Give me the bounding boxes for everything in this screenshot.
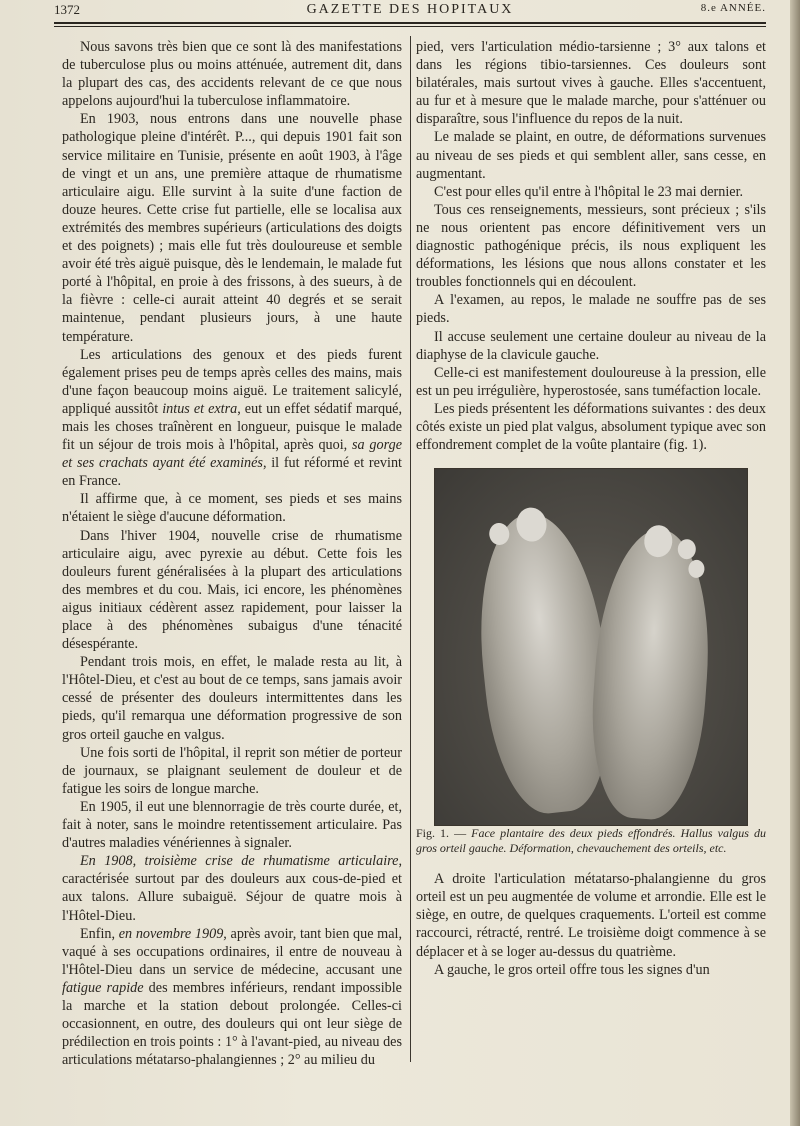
- page-spine-edge: [790, 0, 800, 1126]
- column-divider: [410, 36, 411, 1062]
- paragraph: En 1903, nous entrons dans une nouvelle phase pathologique pleine d'intérêt. P..., qui depuis 1901 fait son service militaire en Tunisie, présente en août 1903, à l'âge de vingt et un ans, une première attaque de rhumatisme articulaire aigu. Elle survint à la suite d'une faction de douze heures. Cette crise fut partielle, elle se localisa aux extrémités des membres supérieurs (articulations des doigts et des poignets) ; mais elle fut très douloureuse et semble avoir été très aiguë puisque, dès le lendemain, le malade fut porté à l'hôpital, en proie à des frissons, à des sueurs, à de la fièvre : celle-ci aurait atteint 40 degrés et se serait maintenue, pendant plusieurs jours, à une haute température.: [62, 111, 402, 345]
- paragraph: Dans l'hiver 1904, nouvelle crise de rhumatisme articulaire aigu, avec pyrexie au début. Cette fois les douleurs furent généralisées à la plupart des articulations des membres et du cou. Mais, ici encore, les phénomènes aigus initiaux cédèrent assez rapidement, pour laisser la place à des phénomènes subaigus d'une ténacité désespérante.: [62, 527, 402, 653]
- paragraph: Enfin, en novembre 1909, après avoir, tant bien que mal, vaqué à ses occupations ordinaires, il entre de nouveau à l'Hôtel-Dieu dans un service de médecine, accusant une fatigue rapide des membres inférieurs, rendant impossible la marche et la station debout prolongée. Celles-ci occasionnent, en outre, des douleurs qui ont leur siège de prédilection en trois points : 1° à l'avant-pied, au niveau des articulations métatarso-phalangiennes ; 2° au milieu du: [62, 925, 402, 1069]
- paragraph: Il affirme que, à ce moment, ses pieds et ses mains n'étaient le siège d'aucune déformation.: [62, 491, 402, 526]
- left-column: [62, 38, 402, 1069]
- paragraph: Une fois sorti de l'hôpital, il reprit son métier de porteur de journaux, se plaignant seulement de douleur et de fatigue les soirs de longue marche.: [62, 744, 402, 797]
- page-number: 1372: [54, 2, 80, 17]
- running-header: [54, 2, 766, 24]
- year-label: 8.e ANNÉE.: [700, 2, 766, 14]
- journal-title: GAZETTE DES HOPITAUX: [306, 2, 514, 17]
- paragraph: A gauche, le gros orteil offre tous les signes d'un: [434, 961, 710, 978]
- paragraph: Les pieds présentent les déformations suivantes : des deux côtés existe un pied plat valgus, absolument typique avec son effondrement complet de la voûte plantaire (fig. 1).: [416, 400, 766, 454]
- paragraph: A droite l'articulation métatarso-phalangienne du gros orteil est un peu augmentée de volume et arrondie. Elle est le siège, en outre, de quelques craquements. L'orteil est comme raccourci, rétracté, rentré. Le troisième doigt commence à se déplacer et à se loger au-dessus du quatrième.: [416, 871, 766, 960]
- paragraph: pied, vers l'articulation médio-tarsienne ; 3° aux talons et dans les régions tibio-tarsiennes. Ces douleurs sont bilatérales, mais surtout vives à gauche. Elles s'accentuent, au fur et à mesure que le malade marche, pour s'atténuer ou disparaître, sous l'influence du repos de la nuit.: [416, 39, 766, 128]
- header-rule-thick: [54, 22, 766, 24]
- paragraph: Le malade se plaint, en outre, de déformations survenues au niveau de ses pieds et qui semblent aller, sans cesse, en augmentant.: [416, 129, 766, 182]
- header-rule-thin: [54, 26, 766, 27]
- paragraph: C'est pour elles qu'il entre à l'hôpital le 23 mai dernier.: [434, 183, 744, 200]
- paragraph: Il accuse seulement une certaine douleur au niveau de la diaphyse de la clavicule gauche.: [416, 328, 766, 363]
- paragraph: A l'examen, au repos, le malade ne souffre pas de ses pieds.: [416, 292, 766, 327]
- paragraph: En 1905, il eut une blennorragie de très courte durée, et, fait à noter, sans le moindre retentissement articulaire. Pas d'autres maladies vénériennes à signaler.: [62, 798, 402, 852]
- paragraph: Les articulations des genoux et des pieds furent également prises peu de temps après celles des mains, mais d'une façon beaucoup moins aiguë. Le traitement salicylé, appliqué aussitôt intus et extra, eut un effet sédatif marqué, mais les choses traînèrent en longueur, puisque le malade fit un séjour de trois mois à l'hôpital, après quoi, sa gorge et ses crachats ayant été examinés, il fut réformé et revint en France.: [62, 346, 403, 490]
- figure-feet-photo: [434, 468, 748, 826]
- paragraph: Tous ces renseignements, messieurs, sont précieux ; s'ils ne nous orientent pas encore définitivement vers un diagnostic pathogénique précis, ils nous expliquent les déformations, les lésions que nous allons constater et les troubles fonctionnels qui en découlent.: [416, 201, 766, 291]
- paragraph: En 1908, troisième crise de rhumatisme articulaire, caractérisée surtout par des douleurs aux cous-de-pied et aux talons. Allure subaiguë. Séjour de quatre mois à l'Hôtel-Dieu.: [62, 853, 402, 924]
- right-column: [416, 38, 766, 979]
- paragraph: Celle-ci est manifestement douloureuse à la pression, elle est un peu irrégulière, hyperostosée, sans tuméfaction locale.: [416, 364, 766, 399]
- figure-caption: Fig. 1. — Face plantaire des deux pieds effondrés. Hallus valgus du gros orteil gauche. Déformation, chevauchement des orteils, etc.: [416, 826, 766, 856]
- right-foot-sole: [585, 526, 717, 823]
- paragraph: Pendant trois mois, en effet, le malade resta au lit, à l'Hôtel-Dieu, et c'est au bout de ce temps, sans jamais avoir cessé de présenter des douleurs intermittentes dans les pieds, qu'il remarqua une déformation progressive de son gros orteil gauche en valgus.: [62, 654, 402, 743]
- paragraph: Nous savons très bien que ce sont là des manifestations de tuberculose plus ou moins atténuée, autrement dit, dans la plupart des cas, des accidents relevant de ce que nous appelons aujourd'hui la tuberculose inflammatoire.: [62, 39, 402, 110]
